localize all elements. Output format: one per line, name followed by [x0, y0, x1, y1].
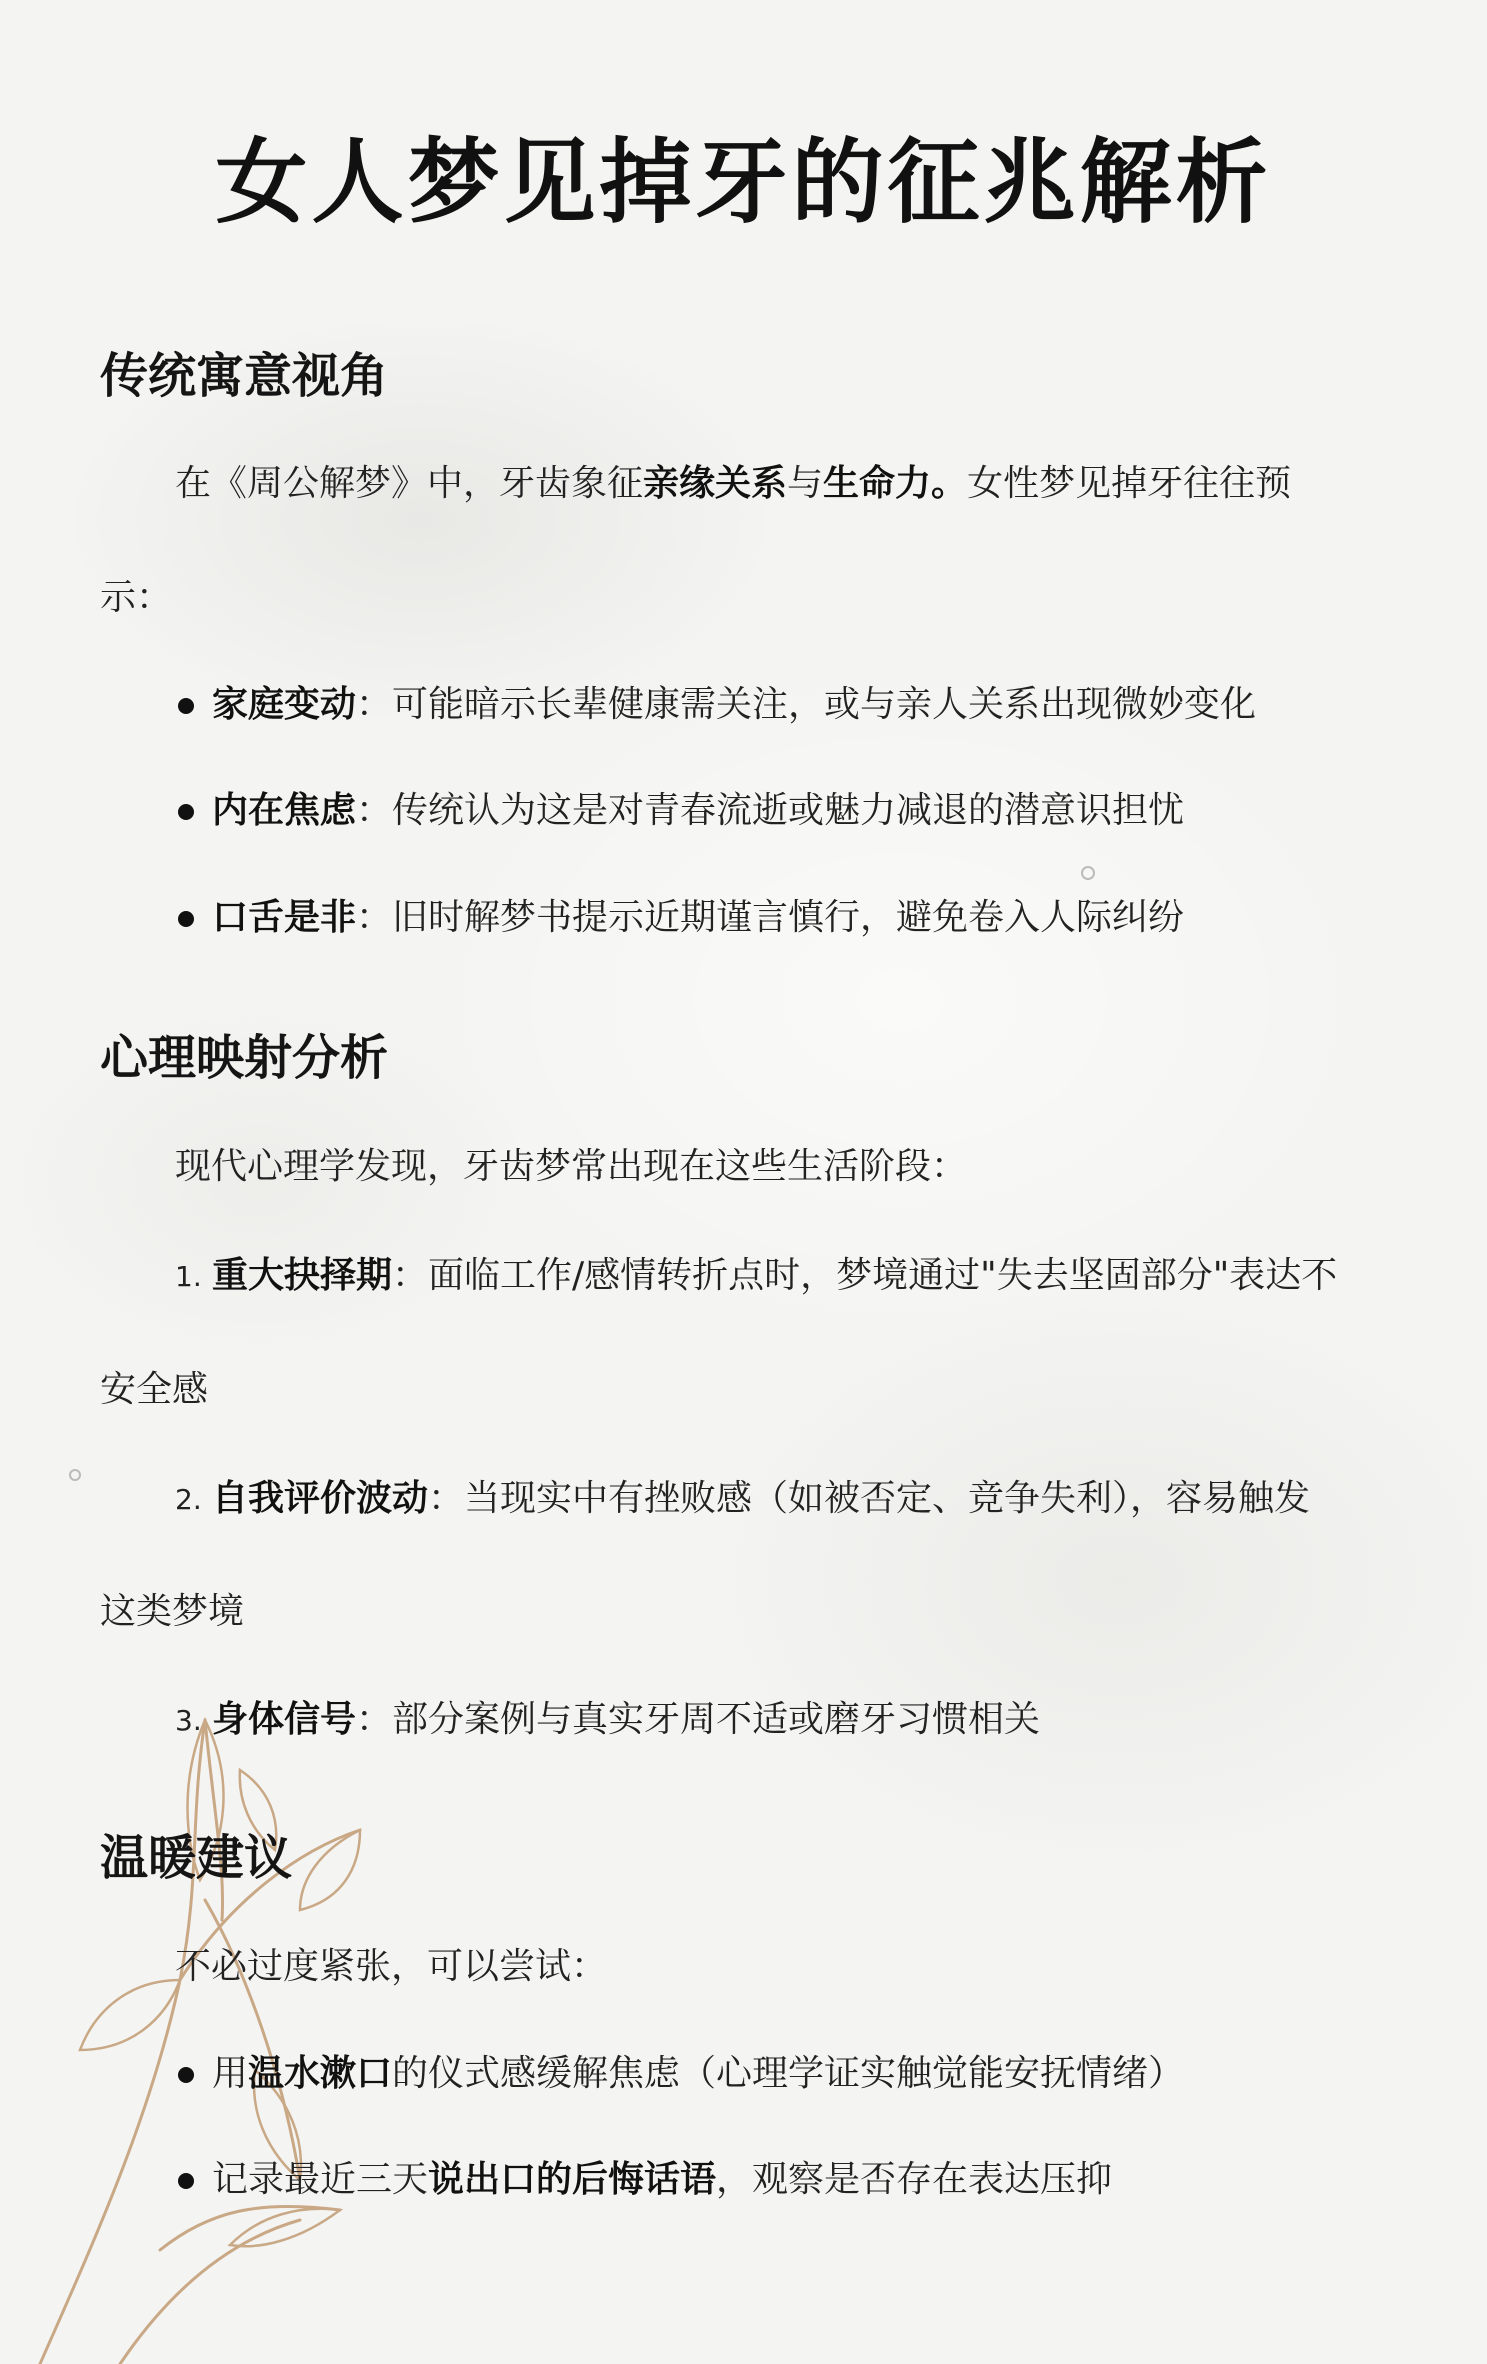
intro-text-post: 女性梦见掉牙往往预 — [967, 463, 1292, 504]
list-item-text: ：当现实中有挫败感（如被否定、竞争失利），容易触发 — [428, 1478, 1311, 1519]
list-item-term: 家庭变动 — [212, 684, 357, 725]
list-item-family-change — [212, 683, 1256, 726]
intro-text-mid: 与 — [787, 463, 824, 504]
list-item-body-signal — [212, 1698, 1040, 1741]
list-item-pre: 用 — [212, 2053, 249, 2094]
list-item-self-evaluation — [212, 1477, 1310, 1520]
traditional-intro-line — [175, 462, 1291, 505]
advice-intro-line: 不必过度紧张，可以尝试： — [175, 1946, 608, 1987]
list-item-record-regrets — [212, 2158, 1112, 2201]
list-item-warm-water — [212, 2052, 1184, 2095]
bullet-dot — [178, 2173, 194, 2189]
intro-bold-vitality: 生命力。 — [823, 463, 968, 504]
bullet-dot — [178, 698, 194, 714]
bullet-dot — [178, 804, 194, 820]
section-heading-psychology: 心理映射分析 — [100, 1030, 389, 1086]
list-number: 3. — [175, 1704, 202, 1737]
list-item-text: ，观察是否存在表达压抑 — [716, 2159, 1113, 2200]
list-item-continuation: 这类梦境 — [100, 1591, 245, 1632]
intro-bold-kinship: 亲缘关系 — [643, 463, 788, 504]
list-item-term: 温水漱口 — [248, 2053, 393, 2094]
psychology-intro-line: 现代心理学发现，牙齿梦常出现在这些生活阶段： — [175, 1146, 968, 1187]
list-item-term: 说出口的后悔话语 — [428, 2159, 717, 2200]
bullet-dot — [178, 2067, 194, 2083]
traditional-intro-continuation: 示： — [100, 577, 173, 618]
list-item-text: ：面临工作/感情转折点时，梦境通过"失去坚固部分"表达不 — [392, 1255, 1338, 1296]
list-item-term: 口舌是非 — [212, 897, 357, 938]
section-heading-advice: 温暖建议 — [100, 1830, 293, 1886]
list-item-term: 自我评价波动 — [212, 1478, 429, 1519]
list-item-term: 身体信号 — [212, 1699, 357, 1740]
list-item-text: ：旧时解梦书提示近期谨言慎行，避免卷入人际纠纷 — [356, 897, 1185, 938]
list-item-term: 重大抉择期 — [212, 1255, 393, 1296]
list-item-pre: 记录最近三天 — [212, 2159, 429, 2200]
list-item-text: 的仪式感缓解焦虑（心理学证实触觉能安抚情绪） — [392, 2053, 1185, 2094]
list-number: 1. — [175, 1260, 202, 1293]
list-item-inner-anxiety — [212, 789, 1184, 832]
list-item-major-decision — [212, 1254, 1337, 1297]
list-item-term: 内在焦虑 — [212, 790, 357, 831]
bullet-dot — [178, 911, 194, 927]
list-item-gossip — [212, 896, 1184, 939]
list-item-text: ：传统认为这是对青春流逝或魅力减退的潜意识担忧 — [356, 790, 1185, 831]
intro-text-pre: 在《周公解梦》中，牙齿象征 — [175, 463, 644, 504]
section-heading-traditional: 传统寓意视角 — [100, 348, 389, 404]
list-item-text: ：部分案例与真实牙周不适或磨牙习惯相关 — [356, 1699, 1041, 1740]
list-item-text: ：可能暗示长辈健康需关注，或与亲人关系出现微妙变化 — [356, 684, 1257, 725]
list-item-continuation: 安全感 — [100, 1369, 209, 1410]
list-number: 2. — [175, 1483, 202, 1516]
page-title: 女人梦见掉牙的征兆解析 — [215, 129, 1272, 236]
